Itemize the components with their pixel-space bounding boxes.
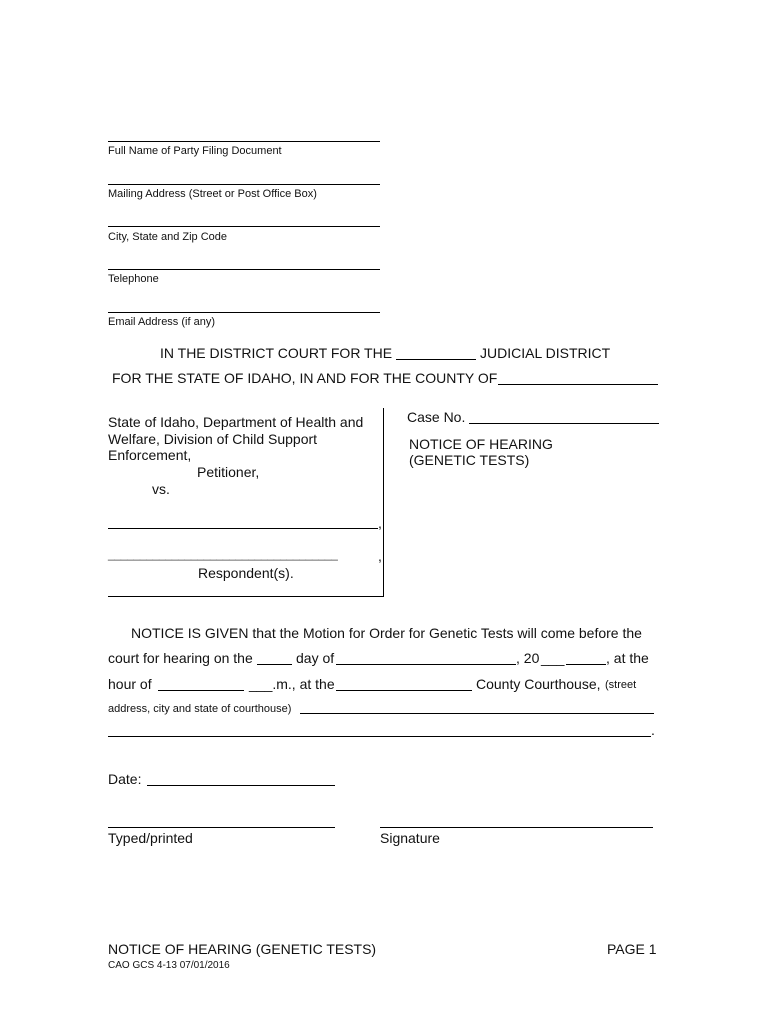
judicial-district-blank[interactable] (396, 359, 476, 360)
caption-divider-vertical (383, 408, 384, 596)
petitioner-role: Petitioner, (197, 464, 260, 480)
city-state-zip-label: City, State and Zip Code (108, 231, 228, 243)
date-label: Date: (108, 771, 142, 787)
hearing-year-blank[interactable]: ___ (541, 650, 565, 666)
document-title-line1: NOTICE OF HEARING (409, 436, 553, 452)
notice-line2-a: court for hearing on the (108, 650, 253, 666)
respondent-name-line[interactable] (108, 528, 378, 529)
document-title-line2: (GENETIC TESTS) (409, 452, 530, 468)
respondent-role: Respondent(s). (198, 565, 294, 581)
court-line1-prefix: IN THE DISTRICT COURT FOR THE (160, 345, 393, 361)
respondent-comma-2: , (378, 548, 382, 564)
telephone-line[interactable] (108, 269, 380, 270)
court-line1-suffix: JUDICIAL DISTRICT (480, 345, 611, 361)
courthouse-address-blank-1[interactable] (300, 713, 654, 714)
courthouse-address-blank-2[interactable] (108, 736, 651, 737)
email-label: Email Address (if any) (108, 316, 215, 328)
petitioner-line1: State of Idaho, Department of Health and (108, 414, 364, 430)
mailing-address-line[interactable] (108, 184, 380, 185)
hearing-month-blank[interactable] (336, 664, 516, 665)
notice-line3-b: ___.m., at the (249, 676, 335, 692)
case-no-blank[interactable] (469, 423, 659, 424)
footer-title: NOTICE OF HEARING (GENETIC TESTS) (108, 941, 377, 957)
footer-form-code: CAO GCS 4-13 07/01/2016 (108, 960, 230, 971)
signature-line[interactable] (380, 827, 653, 828)
case-no-label: Case No. (407, 409, 466, 425)
vs-label: vs. (152, 481, 170, 497)
respondent-comma-1: , (378, 515, 382, 531)
mailing-address-label: Mailing Address (Street or Post Office Box) (108, 188, 317, 200)
petitioner-line3: Enforcement, (108, 447, 192, 463)
caption-divider-bottom (108, 596, 384, 597)
county-blank[interactable] (498, 384, 658, 385)
notice-line1: NOTICE IS GIVEN that the Motion for Order for Genetic Tests will come before the (131, 625, 642, 641)
court-line2: FOR THE STATE OF IDAHO, IN AND FOR THE COUNTY OF (112, 370, 498, 386)
typed-printed-label: Typed/printed (108, 830, 193, 846)
typed-name-line[interactable] (108, 827, 335, 828)
telephone-label: Telephone (108, 273, 159, 285)
full-name-label: Full Name of Party Filing Document (108, 145, 282, 157)
county-courthouse-blank[interactable] (336, 690, 472, 691)
full-name-line[interactable] (108, 141, 380, 142)
notice-line2-d: , at the (606, 650, 649, 666)
city-state-zip-line[interactable] (108, 226, 380, 227)
notice-line3-d: (street (605, 679, 637, 691)
date-blank[interactable] (147, 785, 335, 786)
notice-line4-a: address, city and state of courthouse) (108, 703, 292, 715)
notice-line3-c: County Courthouse, (476, 676, 601, 692)
hearing-hour-blank[interactable] (158, 690, 244, 691)
petitioner-line2: Welfare, Division of Child Support (108, 431, 318, 447)
hearing-day-blank[interactable] (257, 664, 292, 665)
respondent-name-dashed[interactable]: ____________________________________ (108, 547, 338, 561)
notice-line2-c: , 20 (516, 650, 540, 666)
signature-label: Signature (380, 830, 440, 846)
hearing-year-line[interactable] (566, 664, 606, 665)
email-line[interactable] (108, 312, 380, 313)
notice-line5-end: . (651, 722, 655, 738)
notice-line3-a: hour of (108, 676, 152, 692)
footer-page-number: PAGE 1 (607, 941, 657, 957)
notice-line2-b: day of (296, 650, 335, 666)
